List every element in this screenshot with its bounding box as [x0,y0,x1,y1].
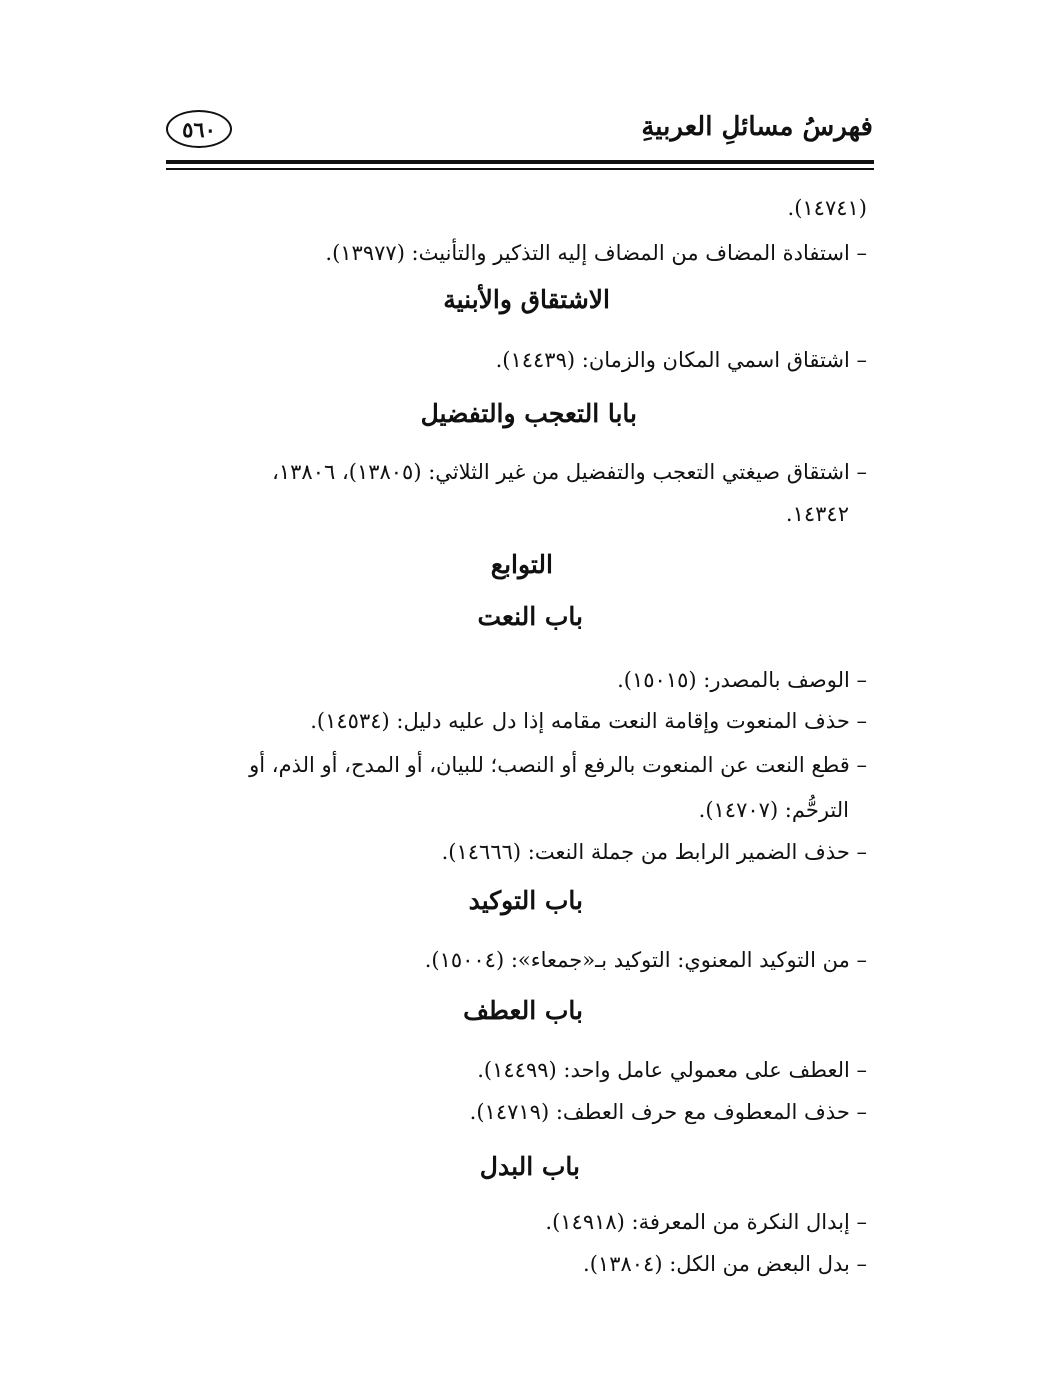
entry-continuation: الترحُّم: (١٤٧٠٧). [698,798,849,822]
index-entry: – حذف الضمير الرابط من جملة النعت: (١٤٦٦٦). [441,840,867,864]
index-entry: – اشتقاق صيغتي التعجب والتفضيل من غير الثلاثي: (١٣٨٠٥)، ١٣٨٠٦، [272,460,867,484]
section-heading: بابا التعجب والتفضيل [420,399,637,428]
section-heading: باب البدل [479,1152,580,1181]
page-number-badge [166,110,232,148]
index-entry: – استفادة المضاف من المضاف إليه التذكير والتأنيث: (١٣٩٧٧). [325,241,867,265]
header-rule-thin [166,168,874,170]
index-entry: – حذف المنعوت وإقامة النعت مقامه إذا دل عليه دليل: (١٤٥٣٤). [310,709,867,733]
entry-continuation: ١٤٣٤٢. [785,502,849,526]
page-number: ٥٦٠ [182,116,216,142]
running-header-title: فهرسُ مسائلِ العربيةِ [641,112,873,142]
section-heading: باب العطف [463,996,583,1025]
index-entry: – من التوكيد المعنوي: التوكيد بـ«جمعاء»: (١٥٠٠٤). [424,948,867,972]
index-entry: – اشتقاق اسمي المكان والزمان: (١٤٤٣٩). [495,348,867,372]
section-heading: التوابع [490,550,553,579]
index-entry: – إبدال النكرة من المعرفة: (١٤٩١٨). [545,1210,867,1234]
entry-continuation: (١٤٧٤١). [787,196,867,220]
header-rule-thick [166,160,874,164]
section-heading: باب التوكيد [468,886,583,915]
index-entry: – بدل البعض من الكل: (١٣٨٠٤). [583,1252,867,1276]
index-entry: – الوصف بالمصدر: (١٥٠١٥). [617,668,867,692]
index-entry: – قطع النعت عن المنعوت بالرفع أو النصب؛ للبيان، أو المدح، أو الذم، أو [249,753,867,777]
section-heading: باب النعت [477,602,583,631]
index-entry: – العطف على معمولي عامل واحد: (١٤٤٩٩). [477,1058,867,1082]
section-heading: الاشتقاق والأبنية [443,285,610,314]
index-entry: – حذف المعطوف مع حرف العطف: (١٤٧١٩). [469,1100,867,1124]
